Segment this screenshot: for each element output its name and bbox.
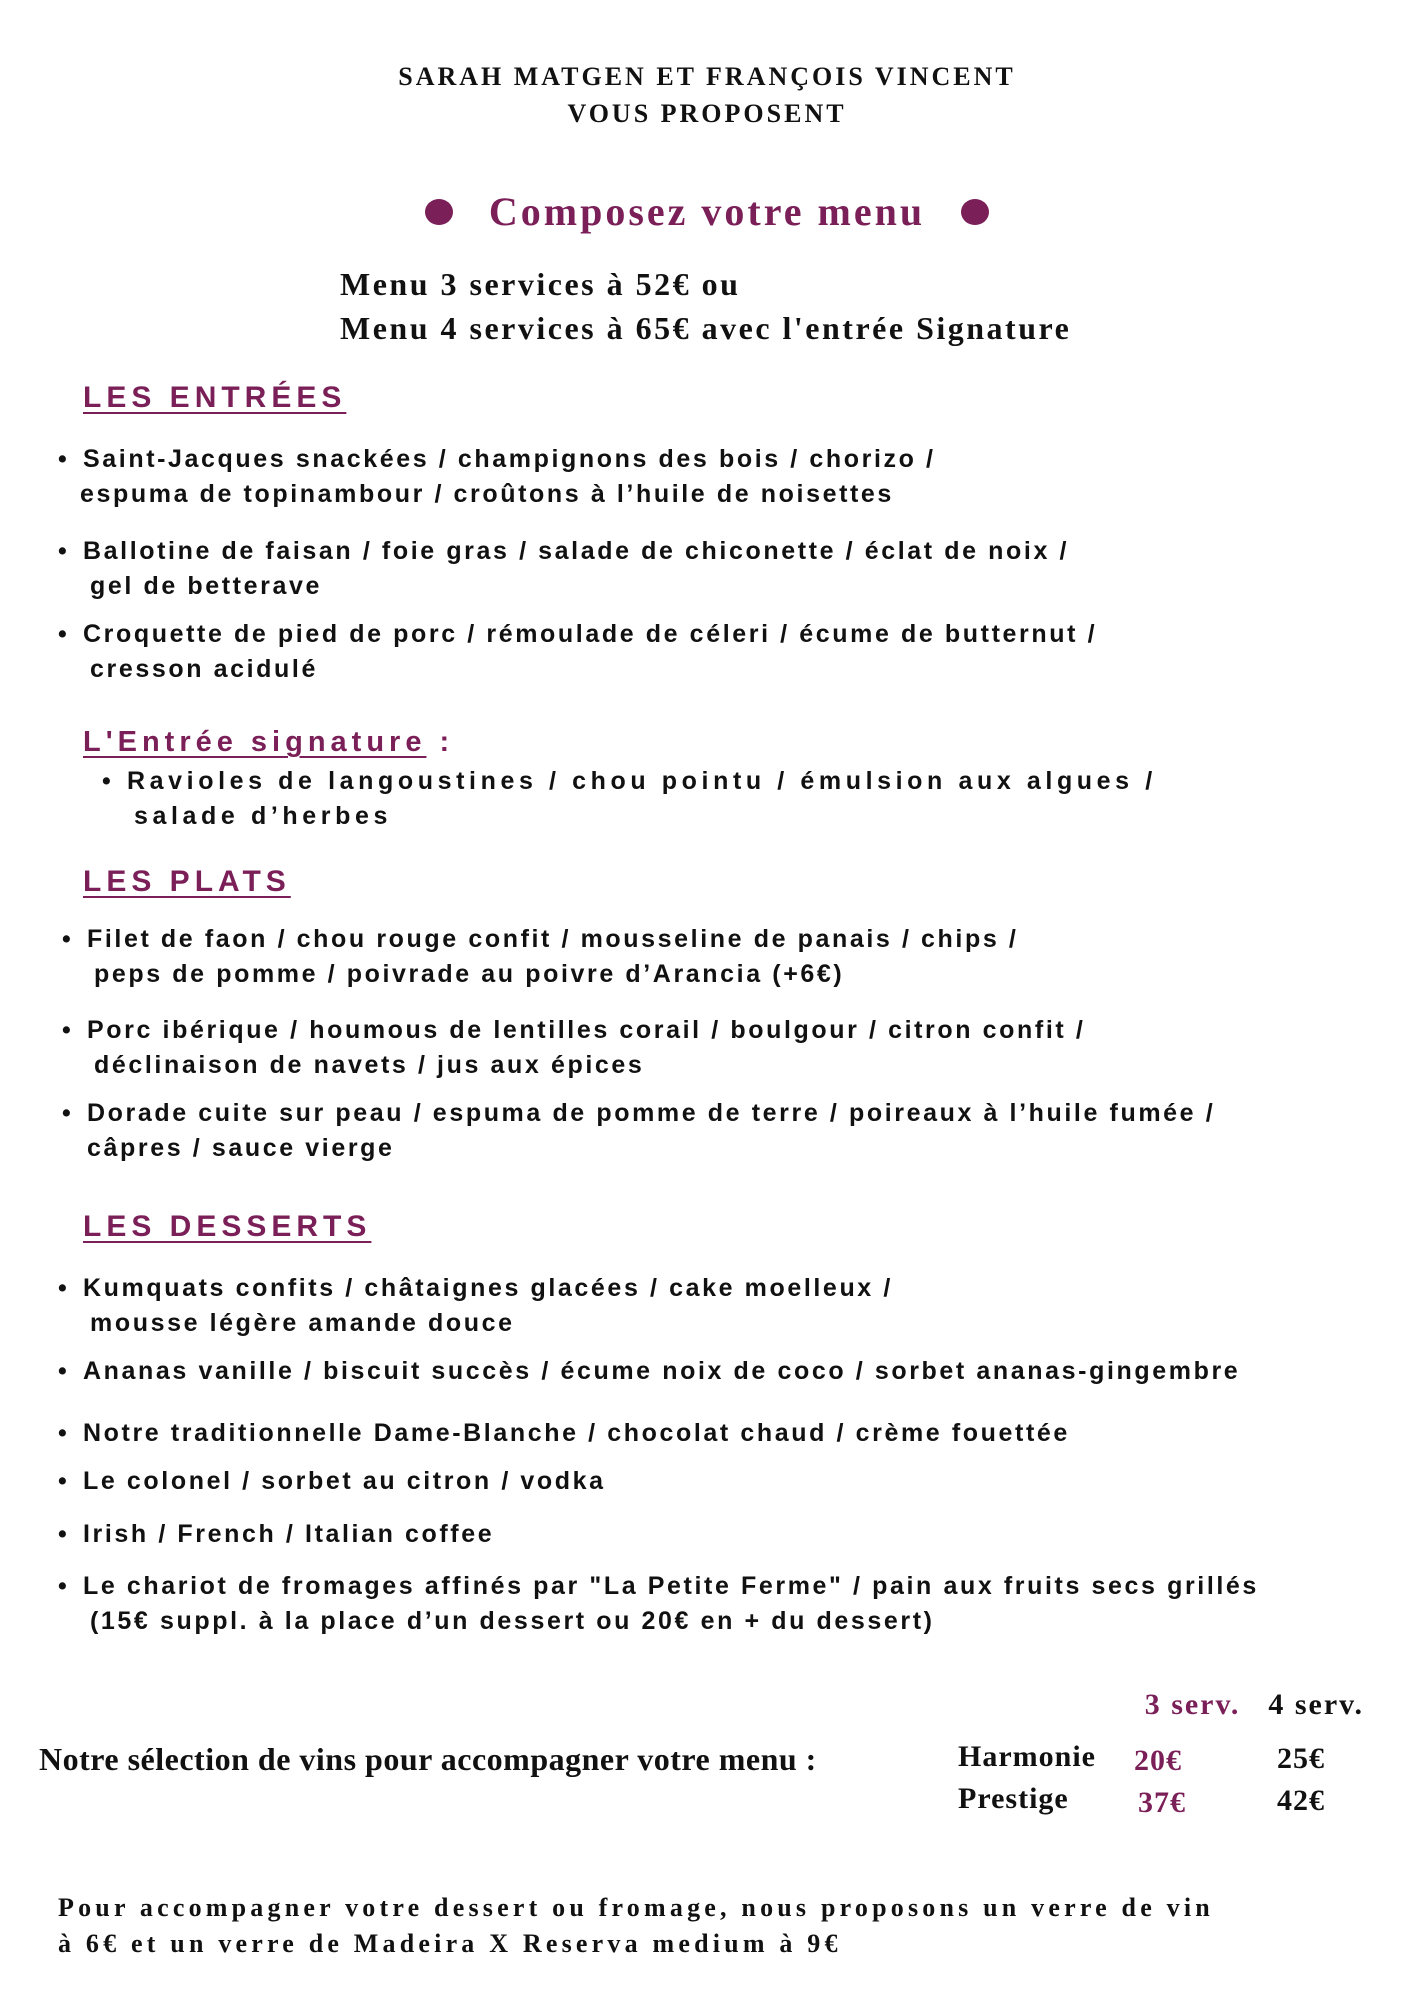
list-item-dessert-6 [58,1569,1368,1639]
list-item-plat-2 [62,1013,1372,1083]
bullet-icon: • [62,1099,74,1127]
menu-option-4: Menu 4 services à 65€ avec l'entrée Signature [340,310,1072,346]
list-item-entree-1 [58,442,1368,512]
wine-price-harmonie-4: 25€ [1277,1742,1325,1775]
header-line-2: VOUS PROPOSENT [567,99,847,128]
item-line-1: Filet de faon / chou rouge confit / mousseline de panais / chips / [87,925,1019,953]
item-line-1: Saint-Jacques snackées / champignons des bois / chorizo / [83,445,936,473]
bullet-icon: • [58,537,70,565]
header [0,58,1414,132]
item-line-1: Kumquats confits / châtaignes glacées / cake moelleux / [83,1274,893,1302]
wine-name-harmonie: Harmonie [958,1740,1096,1773]
section-title-desserts: LES DESSERTS [83,1210,372,1243]
bullet-icon: • [58,1274,70,1302]
list-item-dessert-5 [58,1517,1368,1552]
wine-selection-label: Notre sélection de vins pour accompagner votre menu : [39,1741,817,1777]
item-line-1: Le colonel / sorbet au citron / vodka [83,1467,606,1495]
list-item-dessert-1 [58,1271,1368,1341]
item-line-1: Ananas vanille / biscuit succès / écume noix de coco / sorbet ananas-gingembre [83,1357,1241,1385]
item-line-1: Croquette de pied de porc / rémoulade de céleri / écume de butternut / [83,620,1098,648]
bullet-icon: • [62,1016,74,1044]
menu-option-3: Menu 3 services à 52€ ou [340,266,741,302]
header-line-1: SARAH MATGEN ET FRANÇOIS VINCENT [398,62,1016,91]
bullet-icon: • [102,767,116,795]
menu-options [340,262,1071,350]
bullet-icon: • [58,620,70,648]
footer-line-1: Pour accompagner votre dessert ou fromage, nous proposons un verre de vin [58,1893,1214,1922]
compose-title: Composez votre menu [488,189,926,234]
footer-line-2: à 6€ et un verre de Madeira X Reserva medium à 9€ [58,1929,842,1958]
item-line-1: Ravioles de langoustines / chou pointu / émulsion aux algues / [127,767,1157,795]
footer-note [58,1890,1214,1962]
wine-price-prestige-4: 42€ [1277,1784,1325,1817]
item-line-1: Dorade cuite sur peau / espuma de pomme de terre / poireaux à l’huile fumée / [87,1099,1216,1127]
list-item-plat-1 [62,922,1372,992]
wine-price-prestige-3: 37€ [1138,1786,1186,1819]
list-item-dessert-4 [58,1464,1368,1499]
bullet-icon: • [58,1419,70,1447]
list-item-signature [102,764,1412,834]
list-item-plat-3 [62,1096,1372,1166]
signature-colon: : [426,726,455,758]
wine-name-prestige: Prestige [958,1782,1069,1815]
list-item-entree-3 [58,617,1368,687]
dot-right-icon [961,199,989,225]
bullet-icon: • [62,925,74,953]
section-title-entrees: LES ENTRÉES [83,381,347,414]
wine-columns-header [1145,1688,1364,1722]
item-line-2: (15€ suppl. à la place d’un dessert ou 20€ en + du dessert) [90,1607,935,1635]
bullet-icon: • [58,1520,70,1548]
item-line-1: Le chariot de fromages affinés par "La Petite Ferme" / pain aux fruits secs grillés [83,1572,1259,1600]
section-title-signature [83,726,454,759]
item-line-2: salade d’herbes [134,802,392,830]
compose-title-row [0,188,1414,235]
bullet-icon: • [58,445,70,473]
bullet-icon: • [58,1572,70,1600]
bullet-icon: • [58,1467,70,1495]
list-item-dessert-3 [58,1416,1368,1451]
wine-price-harmonie-3: 20€ [1134,1744,1182,1777]
bullet-icon: • [58,1357,70,1385]
section-title-plats: LES PLATS [83,865,291,898]
signature-title: L'Entrée signature [83,726,427,758]
list-item-entree-2 [58,534,1368,604]
wine-col-3-serv: 3 serv. [1144,1688,1241,1721]
item-line-2: câpres / sauce vierge [87,1134,395,1162]
item-line-2: mousse légère amande douce [90,1309,515,1337]
item-line-1: Irish / French / Italian coffee [83,1520,495,1548]
item-line-1: Porc ibérique / houmous de lentilles corail / boulgour / citron confit / [87,1016,1086,1044]
item-line-2: espuma de topinambour / croûtons à l’huile de noisettes [80,480,894,508]
item-line-1: Notre traditionnelle Dame-Blanche / chocolat chaud / crème fouettée [83,1419,1070,1447]
wine-col-4-serv: 4 serv. [1268,1688,1364,1721]
item-line-1: Ballotine de faisan / foie gras / salade de chiconette / éclat de noix / [83,537,1070,565]
list-item-dessert-2 [58,1354,1368,1389]
item-line-2: gel de betterave [90,572,322,600]
item-line-2: déclinaison de navets / jus aux épices [94,1051,645,1079]
item-line-2: peps de pomme / poivrade au poivre d’Arancia (+6€) [94,960,845,988]
dot-left-icon [425,199,453,225]
item-line-2: cresson acidulé [90,655,318,683]
